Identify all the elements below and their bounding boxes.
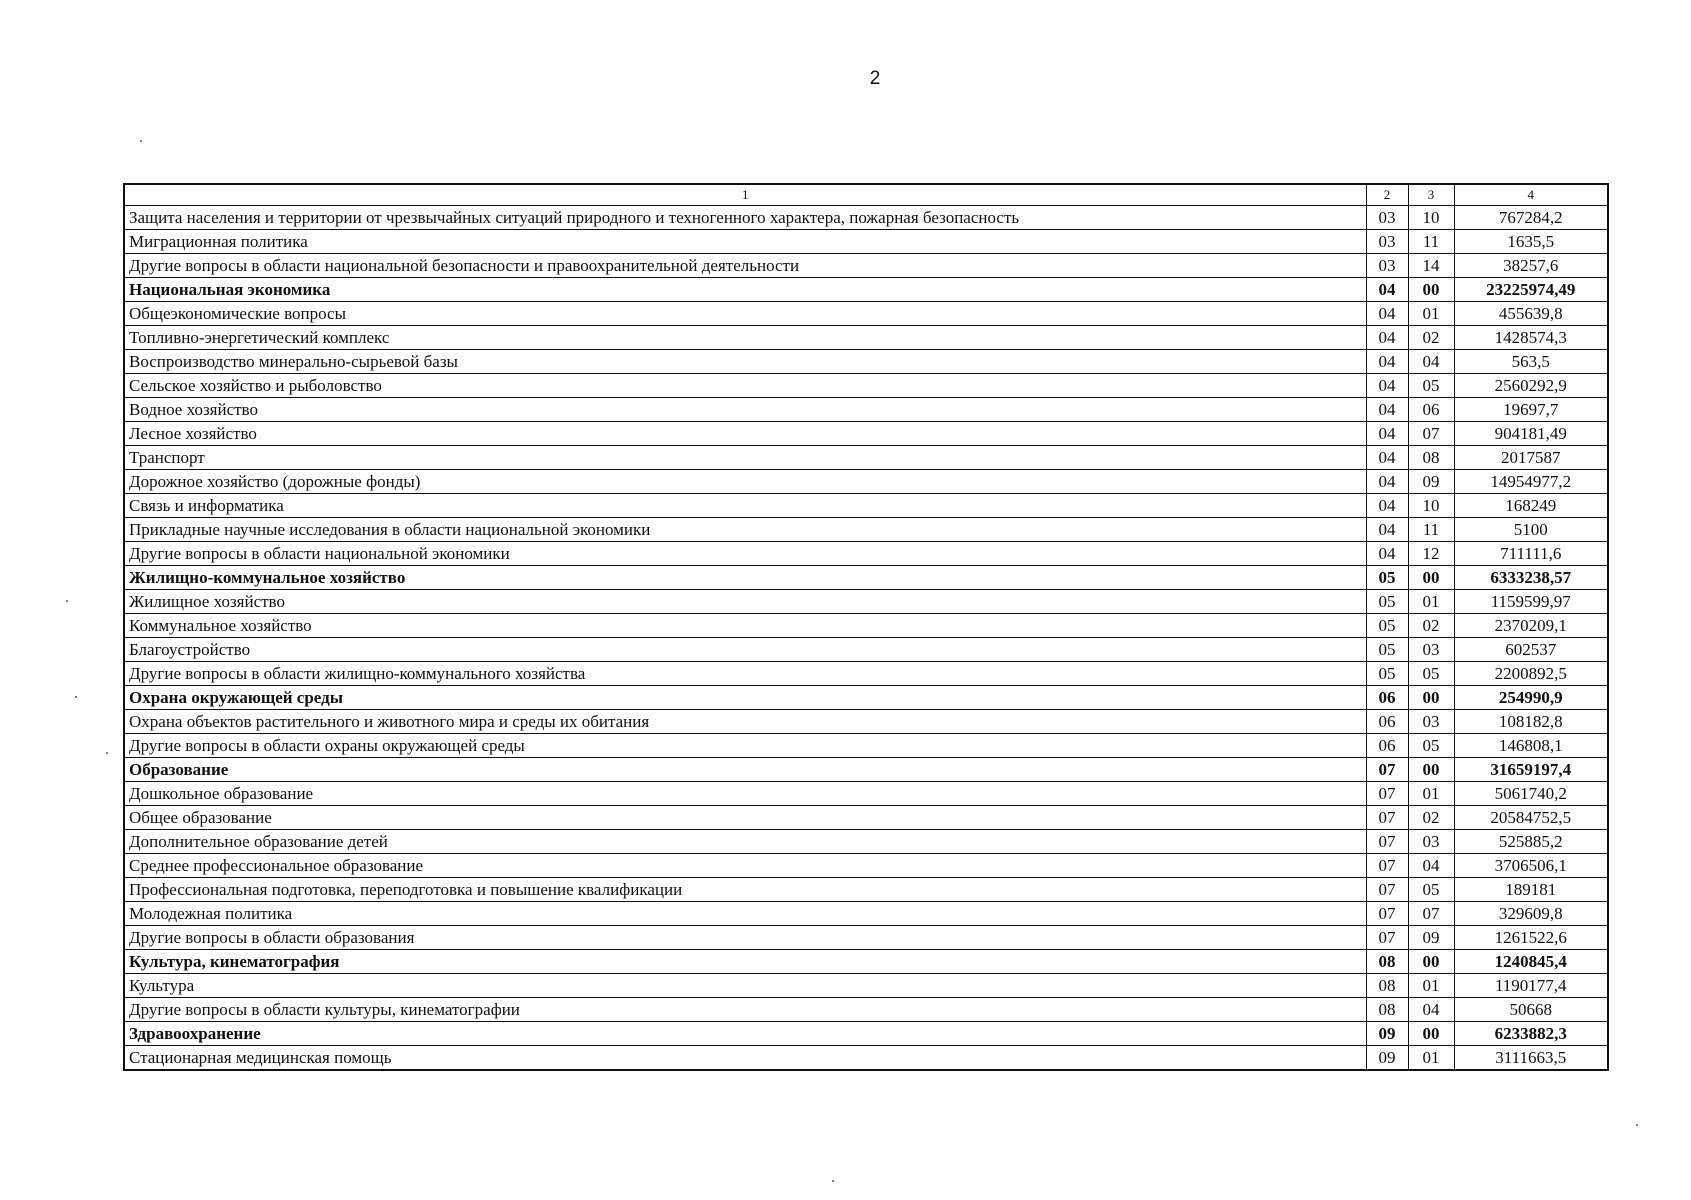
row-subsection-code: 05: [1408, 734, 1454, 758]
row-section-code: 04: [1366, 398, 1408, 422]
row-name: Другие вопросы в области жилищно-коммунального хозяйства: [124, 662, 1366, 686]
row-subsection-code: 08: [1408, 446, 1454, 470]
row-section-code: 04: [1366, 518, 1408, 542]
row-section-code: 04: [1366, 374, 1408, 398]
row-section-code: 04: [1366, 470, 1408, 494]
table-row: [124, 590, 1608, 614]
row-amount: 189181: [1454, 878, 1608, 902]
column-header-section: 2: [1366, 184, 1408, 206]
table-row: [124, 206, 1608, 230]
table-row: [124, 878, 1608, 902]
table-row: [124, 710, 1608, 734]
row-amount: 5100: [1454, 518, 1608, 542]
row-name: Благоустройство: [124, 638, 1366, 662]
row-name: Миграционная политика: [124, 230, 1366, 254]
row-subsection-code: 00: [1408, 950, 1454, 974]
scan-speck: [66, 600, 68, 602]
table-row: [124, 734, 1608, 758]
row-section-code: 07: [1366, 854, 1408, 878]
row-subsection-code: 00: [1408, 566, 1454, 590]
row-amount: 2560292,9: [1454, 374, 1608, 398]
row-amount: 6233882,3: [1454, 1022, 1608, 1046]
row-amount: 254990,9: [1454, 686, 1608, 710]
scan-speck: [832, 1180, 834, 1182]
row-subsection-code: 11: [1408, 518, 1454, 542]
row-section-code: 04: [1366, 494, 1408, 518]
row-amount: 50668: [1454, 998, 1608, 1022]
table-row: [124, 806, 1608, 830]
section-row: [124, 758, 1608, 782]
row-amount: 3111663,5: [1454, 1046, 1608, 1071]
row-name: Прикладные научные исследования в области национальной экономики: [124, 518, 1366, 542]
table-row: [124, 1046, 1608, 1071]
row-section-code: 06: [1366, 734, 1408, 758]
scan-speck: [106, 752, 108, 754]
column-header-subsection: 3: [1408, 184, 1454, 206]
row-section-code: 07: [1366, 758, 1408, 782]
row-section-code: 07: [1366, 926, 1408, 950]
row-name: Здравоохранение: [124, 1022, 1366, 1046]
row-subsection-code: 04: [1408, 998, 1454, 1022]
row-amount: 1240845,4: [1454, 950, 1608, 974]
row-amount: 5061740,2: [1454, 782, 1608, 806]
table-row: [124, 230, 1608, 254]
row-name: Общее образование: [124, 806, 1366, 830]
scan-speck: [1636, 1124, 1638, 1126]
table-row: [124, 662, 1608, 686]
row-amount: 1159599,97: [1454, 590, 1608, 614]
row-subsection-code: 01: [1408, 590, 1454, 614]
row-subsection-code: 00: [1408, 278, 1454, 302]
row-amount: 168249: [1454, 494, 1608, 518]
row-amount: 2200892,5: [1454, 662, 1608, 686]
row-amount: 14954977,2: [1454, 470, 1608, 494]
row-section-code: 05: [1366, 590, 1408, 614]
row-subsection-code: 05: [1408, 374, 1454, 398]
row-name: Культура, кинематография: [124, 950, 1366, 974]
table-row: [124, 830, 1608, 854]
row-name: Другие вопросы в области культуры, кинематографии: [124, 998, 1366, 1022]
row-amount: 108182,8: [1454, 710, 1608, 734]
row-amount: 455639,8: [1454, 302, 1608, 326]
row-name: Связь и информатика: [124, 494, 1366, 518]
row-amount: 1190177,4: [1454, 974, 1608, 998]
row-name: Среднее профессиональное образование: [124, 854, 1366, 878]
row-subsection-code: 09: [1408, 470, 1454, 494]
row-section-code: 04: [1366, 278, 1408, 302]
row-section-code: 07: [1366, 830, 1408, 854]
row-section-code: 05: [1366, 662, 1408, 686]
row-subsection-code: 02: [1408, 806, 1454, 830]
row-subsection-code: 10: [1408, 494, 1454, 518]
section-row: [124, 566, 1608, 590]
row-name: Защита населения и территории от чрезвычайных ситуаций природного и техногенного характера, пожарная безопасность: [124, 206, 1366, 230]
page-number: 2: [869, 68, 881, 89]
table-row: [124, 494, 1608, 518]
row-amount: 602537: [1454, 638, 1608, 662]
row-section-code: 03: [1366, 254, 1408, 278]
row-section-code: 05: [1366, 566, 1408, 590]
row-amount: 1635,5: [1454, 230, 1608, 254]
row-section-code: 08: [1366, 998, 1408, 1022]
row-subsection-code: 05: [1408, 662, 1454, 686]
row-subsection-code: 00: [1408, 758, 1454, 782]
section-row: [124, 278, 1608, 302]
row-subsection-code: 01: [1408, 1046, 1454, 1071]
row-name: Молодежная политика: [124, 902, 1366, 926]
section-row: [124, 950, 1608, 974]
row-name: Жилищное хозяйство: [124, 590, 1366, 614]
column-header-amount: 4: [1454, 184, 1608, 206]
row-amount: 19697,7: [1454, 398, 1608, 422]
row-amount: 31659197,4: [1454, 758, 1608, 782]
row-section-code: 07: [1366, 806, 1408, 830]
row-amount: 904181,49: [1454, 422, 1608, 446]
table-row: [124, 398, 1608, 422]
row-subsection-code: 06: [1408, 398, 1454, 422]
row-name: Охрана объектов растительного и животного мира и среды их обитания: [124, 710, 1366, 734]
row-subsection-code: 05: [1408, 878, 1454, 902]
row-subsection-code: 01: [1408, 302, 1454, 326]
row-amount: 3706506,1: [1454, 854, 1608, 878]
row-section-code: 07: [1366, 902, 1408, 926]
row-subsection-code: 00: [1408, 1022, 1454, 1046]
row-section-code: 03: [1366, 230, 1408, 254]
row-name: Культура: [124, 974, 1366, 998]
table-row: [124, 470, 1608, 494]
row-section-code: 07: [1366, 782, 1408, 806]
row-section-code: 03: [1366, 206, 1408, 230]
row-section-code: 04: [1366, 446, 1408, 470]
row-section-code: 06: [1366, 710, 1408, 734]
table-row: [124, 926, 1608, 950]
table-row: [124, 374, 1608, 398]
row-name: Водное хозяйство: [124, 398, 1366, 422]
row-section-code: 04: [1366, 326, 1408, 350]
row-section-code: 05: [1366, 614, 1408, 638]
table-row: [124, 902, 1608, 926]
row-section-code: 09: [1366, 1046, 1408, 1071]
column-header-name: 1: [124, 184, 1366, 206]
row-name: Национальная экономика: [124, 278, 1366, 302]
header-row: [124, 184, 1608, 206]
row-name: Коммунальное хозяйство: [124, 614, 1366, 638]
row-amount: 563,5: [1454, 350, 1608, 374]
row-subsection-code: 12: [1408, 542, 1454, 566]
row-amount: 146808,1: [1454, 734, 1608, 758]
row-amount: 6333238,57: [1454, 566, 1608, 590]
row-name: Охрана окружающей среды: [124, 686, 1366, 710]
row-name: Общеэкономические вопросы: [124, 302, 1366, 326]
row-name: Дополнительное образование детей: [124, 830, 1366, 854]
row-name: Другие вопросы в области образования: [124, 926, 1366, 950]
scan-speck: [75, 696, 77, 698]
table-row: [124, 350, 1608, 374]
row-section-code: 08: [1366, 974, 1408, 998]
row-subsection-code: 01: [1408, 974, 1454, 998]
row-name: Топливно-энергетический комплекс: [124, 326, 1366, 350]
row-subsection-code: 03: [1408, 710, 1454, 734]
row-section-code: 04: [1366, 422, 1408, 446]
row-subsection-code: 00: [1408, 686, 1454, 710]
row-amount: 2017587: [1454, 446, 1608, 470]
row-amount: 23225974,49: [1454, 278, 1608, 302]
table-row: [124, 782, 1608, 806]
row-subsection-code: 11: [1408, 230, 1454, 254]
row-section-code: 04: [1366, 302, 1408, 326]
row-amount: 2370209,1: [1454, 614, 1608, 638]
table-row: [124, 614, 1608, 638]
table-row: [124, 974, 1608, 998]
row-subsection-code: 10: [1408, 206, 1454, 230]
table-row: [124, 638, 1608, 662]
row-section-code: 05: [1366, 638, 1408, 662]
row-amount: 525885,2: [1454, 830, 1608, 854]
row-section-code: 06: [1366, 686, 1408, 710]
row-name: Лесное хозяйство: [124, 422, 1366, 446]
row-subsection-code: 03: [1408, 638, 1454, 662]
row-name: Другие вопросы в области охраны окружающей среды: [124, 734, 1366, 758]
row-section-code: 07: [1366, 878, 1408, 902]
table-body: [124, 206, 1608, 1071]
table-row: [124, 254, 1608, 278]
row-name: Дорожное хозяйство (дорожные фонды): [124, 470, 1366, 494]
scan-speck: [140, 140, 142, 142]
table-row: [124, 446, 1608, 470]
section-row: [124, 1022, 1608, 1046]
table-row: [124, 302, 1608, 326]
row-name: Сельское хозяйство и рыболовство: [124, 374, 1366, 398]
row-amount: 1261522,6: [1454, 926, 1608, 950]
row-section-code: 04: [1366, 542, 1408, 566]
row-amount: 767284,2: [1454, 206, 1608, 230]
row-amount: 711111,6: [1454, 542, 1608, 566]
row-name: Образование: [124, 758, 1366, 782]
table-row: [124, 326, 1608, 350]
row-subsection-code: 02: [1408, 614, 1454, 638]
row-subsection-code: 07: [1408, 422, 1454, 446]
section-row: [124, 686, 1608, 710]
row-subsection-code: 14: [1408, 254, 1454, 278]
row-amount: 1428574,3: [1454, 326, 1608, 350]
row-name: Стационарная медицинская помощь: [124, 1046, 1366, 1071]
row-amount: 329609,8: [1454, 902, 1608, 926]
row-section-code: 08: [1366, 950, 1408, 974]
row-name: Другие вопросы в области национальной экономики: [124, 542, 1366, 566]
row-name: Воспроизводство минерально-сырьевой базы: [124, 350, 1366, 374]
table-row: [124, 518, 1608, 542]
row-name: Транспорт: [124, 446, 1366, 470]
budget-table: [123, 183, 1609, 1071]
row-name: Жилищно-коммунальное хозяйство: [124, 566, 1366, 590]
row-subsection-code: 03: [1408, 830, 1454, 854]
row-subsection-code: 04: [1408, 350, 1454, 374]
row-name: Другие вопросы в области национальной безопасности и правоохранительной деятельности: [124, 254, 1366, 278]
row-subsection-code: 04: [1408, 854, 1454, 878]
row-subsection-code: 07: [1408, 902, 1454, 926]
row-name: Профессиональная подготовка, переподготовка и повышение квалификации: [124, 878, 1366, 902]
row-amount: 38257,6: [1454, 254, 1608, 278]
table-row: [124, 854, 1608, 878]
row-amount: 20584752,5: [1454, 806, 1608, 830]
row-name: Дошкольное образование: [124, 782, 1366, 806]
row-subsection-code: 01: [1408, 782, 1454, 806]
table-row: [124, 542, 1608, 566]
row-section-code: 09: [1366, 1022, 1408, 1046]
table-row: [124, 422, 1608, 446]
row-subsection-code: 09: [1408, 926, 1454, 950]
table-row: [124, 998, 1608, 1022]
row-subsection-code: 02: [1408, 326, 1454, 350]
row-section-code: 04: [1366, 350, 1408, 374]
